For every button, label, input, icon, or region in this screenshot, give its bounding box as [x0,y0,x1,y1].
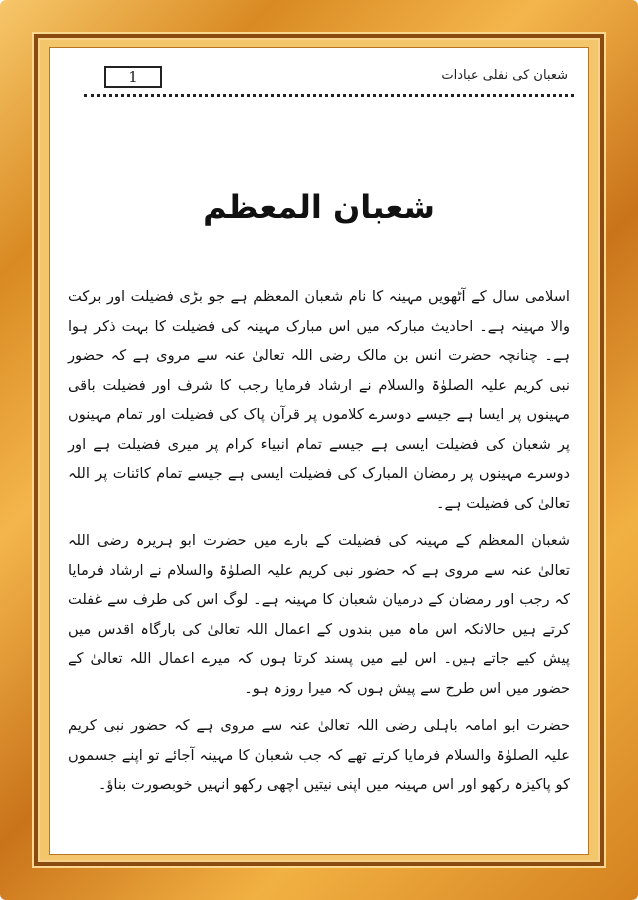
running-head: شعبان کی نفلی عبادات [441,68,568,83]
book-page [50,48,588,854]
page-title: شعبان المعظم [203,188,435,226]
body-text [68,282,570,808]
header-dotted-rule [84,94,574,97]
paragraph-3: حضرت ابو امامہ باہلی رضی اللہ تعالیٰ عنہ سے مروی ہے کہ حضور نبی کریم علیہ الصلوٰۃ والسلام فرمایا کرتے تھے کہ جب شعبان کا مہینہ آجائے تو اپنے جسموں کو پاکیزہ رکھو اور اس مہینہ میں اپنی نیتیں اچھی رکھو انہیں خوبصورت بناؤ۔ [68,717,570,793]
page-header [80,62,572,96]
page-number: 1 [104,66,162,88]
paragraph-2: شعبان المعظم کے مہینہ کی فضیلت کے بارے میں حضرت ابو ہریرہ رضی اللہ تعالیٰ عنہ سے مروی ہے کہ حضور نبی کریم علیہ الصلوٰۃ والسلام نے ارشاد فرمایا کہ رجب اور رمضان کے درمیان شعبان کا مہینہ ہے۔ لوگ اس کی طرف سے غفلت کرتے ہیں حالانکہ اس ماہ میں بندوں کے اعمال اللہ تعالیٰ کی بارگاہ اقدس میں پیش کیے جاتے ہیں۔ اس لیے میں پسند کرتا ہوں کہ میرے اعمال اللہ تعالیٰ کے حضور میں اس طرح سے پیش ہوں کہ میرا روزہ ہو۔ [68,532,570,697]
paragraph-1: اسلامی سال کے آٹھویں مہینہ کا نام شعبان المعظم ہے جو بڑی فضیلت اور برکت والا مہینہ ہے۔ احادیث مبارکہ میں اس مبارک مہینہ کی فضیلت کا بہت ذکر ہوا ہے۔ چنانچہ حضرت انس بن مالک رضی اللہ تعالیٰ عنہ سے مروی ہے کہ حضور نبی کریم علیہ الصلوٰۃ والسلام نے ارشاد فرمایا رجب کا شرف اور فضیلت باقی مہینوں پر ایسا ہے جیسے دوسرے کلاموں پر قرآن پاک کی فضیلت اور تمام مہینوں پر شعبان کی فضیلت ایسی ہے جیسے تمام انبیاء کرام پر میری فضیلت ہے اور دوسرے مہینوں پر رمضان المبارک کی فضیلت ایسی ہے جیسے تمام کائنات پر اللہ تعالیٰ کی فضیلت ہے۔ [68,288,570,512]
